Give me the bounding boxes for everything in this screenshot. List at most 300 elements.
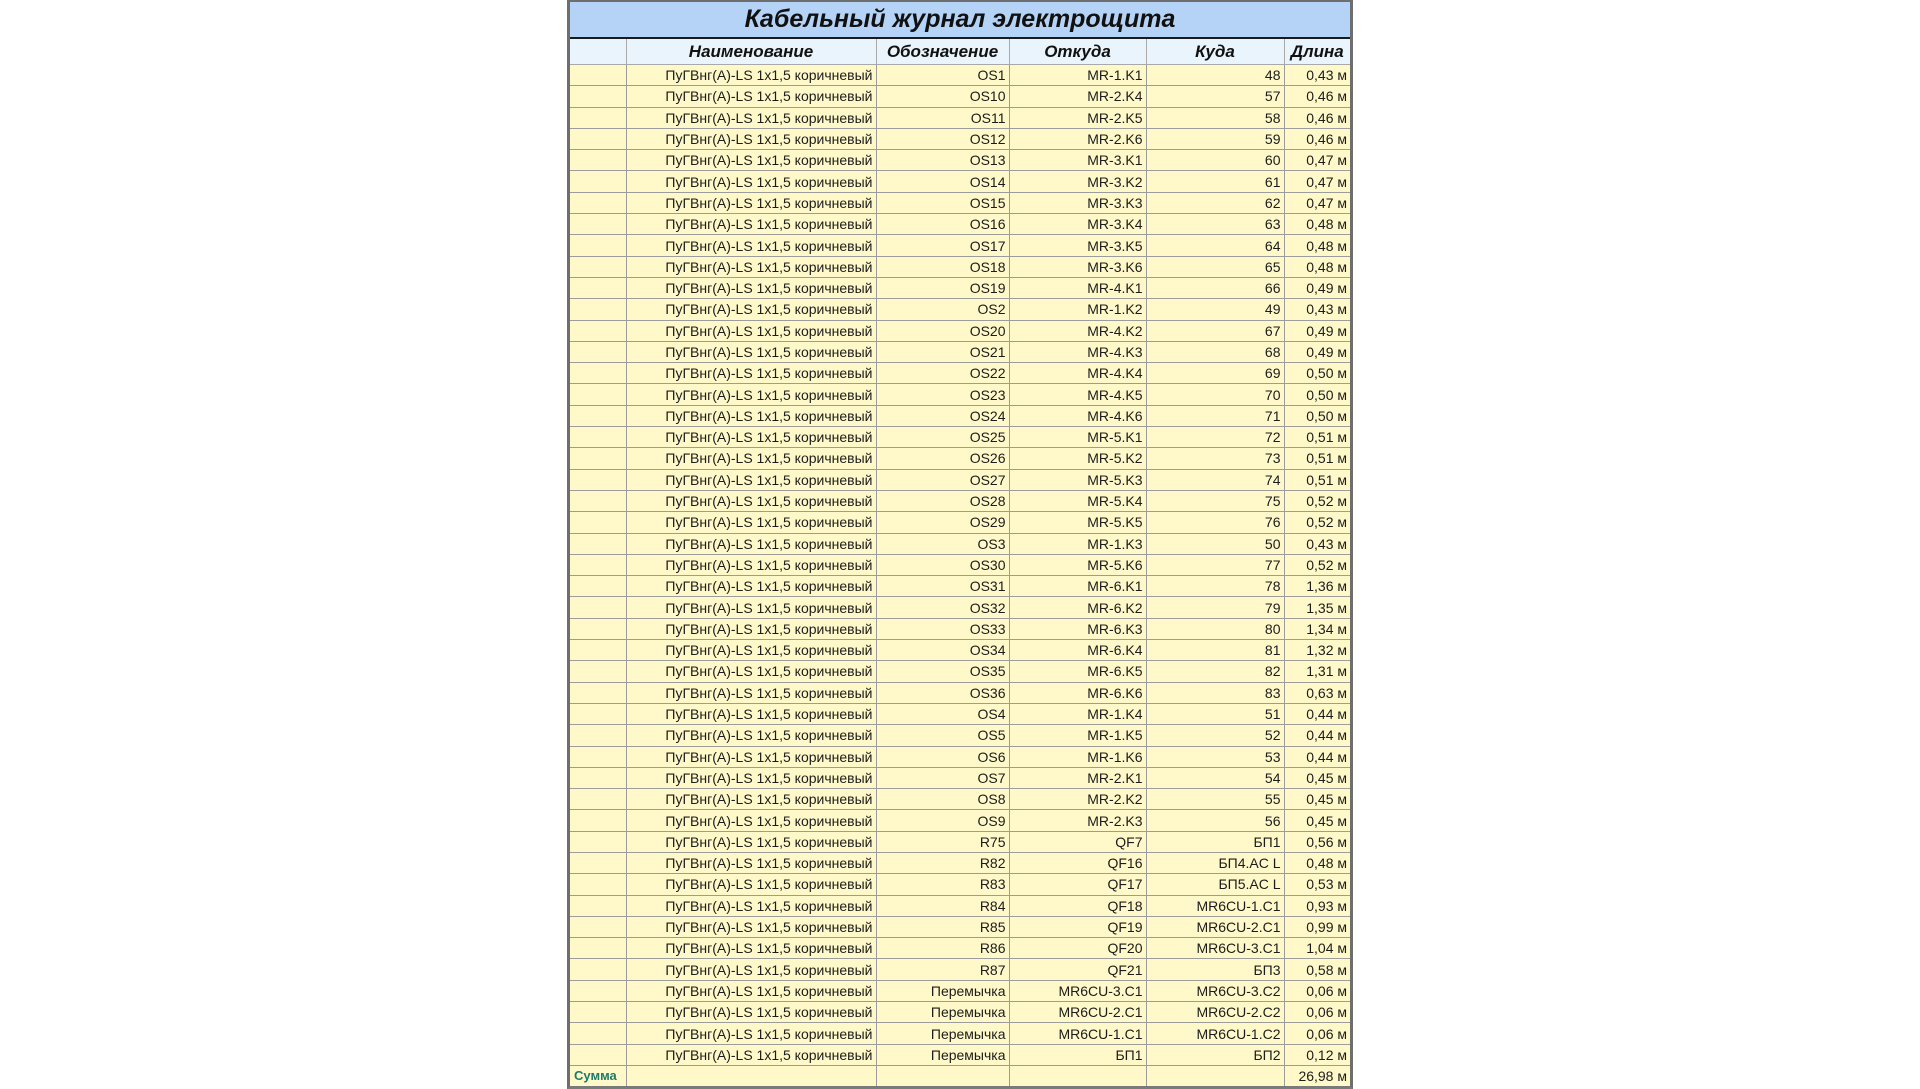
row-blank-cell[interactable] [570, 1044, 626, 1065]
cell-from[interactable]: MR-3.K6 [1009, 256, 1146, 277]
cell-designation[interactable]: OS7 [876, 767, 1009, 788]
cell-to[interactable]: 51 [1146, 703, 1284, 724]
row-blank-cell[interactable] [570, 128, 626, 149]
cell-from[interactable]: MR-4.K5 [1009, 384, 1146, 405]
row-blank-cell[interactable] [570, 469, 626, 490]
cell-to[interactable]: 64 [1146, 235, 1284, 256]
cell-length[interactable]: 0,50 м [1284, 405, 1350, 426]
table-row[interactable] [570, 277, 1350, 298]
cell-name[interactable]: ПуГВнг(А)-LS 1x1,5 коричневый [626, 277, 876, 298]
table-row[interactable] [570, 810, 1350, 831]
cell-designation[interactable]: OS8 [876, 789, 1009, 810]
cell-to[interactable]: MR6CU-1.C2 [1146, 1023, 1284, 1044]
table-row[interactable] [570, 1002, 1350, 1023]
table-row[interactable] [570, 65, 1350, 86]
table-row[interactable] [570, 831, 1350, 852]
cell-designation[interactable]: OS10 [876, 86, 1009, 107]
table-row[interactable] [570, 618, 1350, 639]
row-blank-cell[interactable] [570, 1023, 626, 1044]
table-row[interactable] [570, 576, 1350, 597]
cell-from[interactable]: MR-6.K6 [1009, 682, 1146, 703]
row-blank-cell[interactable] [570, 192, 626, 213]
cell-designation[interactable]: OS25 [876, 427, 1009, 448]
cell-to[interactable]: 50 [1146, 533, 1284, 554]
cell-designation[interactable]: R82 [876, 852, 1009, 873]
cell-name[interactable]: ПуГВнг(А)-LS 1x1,5 коричневый [626, 1023, 876, 1044]
cell-to[interactable]: 65 [1146, 256, 1284, 277]
cell-designation[interactable]: OS9 [876, 810, 1009, 831]
cell-to[interactable]: 70 [1146, 384, 1284, 405]
table-row[interactable] [570, 150, 1350, 171]
cell-length[interactable]: 0,50 м [1284, 384, 1350, 405]
row-blank-cell[interactable] [570, 256, 626, 277]
cell-to[interactable]: 76 [1146, 512, 1284, 533]
cell-from[interactable]: MR-5.K1 [1009, 427, 1146, 448]
row-blank-cell[interactable] [570, 299, 626, 320]
cell-from[interactable]: MR-1.K4 [1009, 703, 1146, 724]
cell-from[interactable]: MR-5.K3 [1009, 469, 1146, 490]
cell-designation[interactable]: OS5 [876, 725, 1009, 746]
table-row[interactable] [570, 448, 1350, 469]
cell-length[interactable]: 0,48 м [1284, 235, 1350, 256]
cell-from[interactable]: MR-5.K5 [1009, 512, 1146, 533]
cell-name[interactable]: ПуГВнг(А)-LS 1x1,5 коричневый [626, 214, 876, 235]
row-blank-cell[interactable] [570, 65, 626, 86]
table-row[interactable] [570, 384, 1350, 405]
cell-from[interactable]: MR-2.K1 [1009, 767, 1146, 788]
cell-length[interactable]: 0,51 м [1284, 469, 1350, 490]
cell-name[interactable]: ПуГВнг(А)-LS 1x1,5 коричневый [626, 661, 876, 682]
table-row[interactable] [570, 469, 1350, 490]
cell-to[interactable]: 66 [1146, 277, 1284, 298]
cell-to[interactable]: 82 [1146, 661, 1284, 682]
cell-name[interactable]: ПуГВнг(А)-LS 1x1,5 коричневый [626, 554, 876, 575]
cell-length[interactable]: 0,47 м [1284, 192, 1350, 213]
cell-to[interactable]: 61 [1146, 171, 1284, 192]
cell-name[interactable]: ПуГВнг(А)-LS 1x1,5 коричневый [626, 533, 876, 554]
cell-length[interactable]: 1,32 м [1284, 640, 1350, 661]
cell-from[interactable]: MR-6.K3 [1009, 618, 1146, 639]
row-blank-cell[interactable] [570, 810, 626, 831]
row-blank-cell[interactable] [570, 150, 626, 171]
row-blank-cell[interactable] [570, 682, 626, 703]
cell-length[interactable]: 0,45 м [1284, 767, 1350, 788]
cell-designation[interactable]: OS20 [876, 320, 1009, 341]
cell-name[interactable]: ПуГВнг(А)-LS 1x1,5 коричневый [626, 448, 876, 469]
cell-to[interactable]: 74 [1146, 469, 1284, 490]
cell-name[interactable]: ПуГВнг(А)-LS 1x1,5 коричневый [626, 959, 876, 980]
row-blank-cell[interactable] [570, 235, 626, 256]
cell-name[interactable]: ПуГВнг(А)-LS 1x1,5 коричневый [626, 831, 876, 852]
row-blank-cell[interactable] [570, 448, 626, 469]
cell-name[interactable]: ПуГВнг(А)-LS 1x1,5 коричневый [626, 405, 876, 426]
row-blank-cell[interactable] [570, 384, 626, 405]
cell-to[interactable]: БП1 [1146, 831, 1284, 852]
cell-designation[interactable]: Перемычка [876, 980, 1009, 1001]
cell-name[interactable]: ПуГВнг(А)-LS 1x1,5 коричневый [626, 192, 876, 213]
table-row[interactable] [570, 703, 1350, 724]
table-row[interactable] [570, 597, 1350, 618]
cell-length[interactable]: 0,48 м [1284, 214, 1350, 235]
cell-designation[interactable]: OS30 [876, 554, 1009, 575]
cell-from[interactable]: QF19 [1009, 916, 1146, 937]
row-blank-cell[interactable] [570, 363, 626, 384]
row-blank-cell[interactable] [570, 959, 626, 980]
cell-to[interactable]: MR6CU-3.C1 [1146, 938, 1284, 959]
row-blank-cell[interactable] [570, 661, 626, 682]
cell-name[interactable]: ПуГВнг(А)-LS 1x1,5 коричневый [626, 640, 876, 661]
cell-length[interactable]: 0,49 м [1284, 320, 1350, 341]
cell-length[interactable]: 0,49 м [1284, 341, 1350, 362]
table-row[interactable] [570, 512, 1350, 533]
cell-from[interactable]: MR-2.K4 [1009, 86, 1146, 107]
table-row[interactable] [570, 554, 1350, 575]
cell-name[interactable]: ПуГВнг(А)-LS 1x1,5 коричневый [626, 852, 876, 873]
row-blank-cell[interactable] [570, 1002, 626, 1023]
row-blank-cell[interactable] [570, 852, 626, 873]
cell-to[interactable]: 63 [1146, 214, 1284, 235]
cell-name[interactable]: ПуГВнг(А)-LS 1x1,5 коричневый [626, 299, 876, 320]
cell-from[interactable]: MR-2.K5 [1009, 107, 1146, 128]
table-row[interactable] [570, 405, 1350, 426]
table-row[interactable] [570, 767, 1350, 788]
cell-designation[interactable]: R83 [876, 874, 1009, 895]
cell-designation[interactable]: OS6 [876, 746, 1009, 767]
cell-from[interactable]: MR-1.K2 [1009, 299, 1146, 320]
cell-designation[interactable]: OS36 [876, 682, 1009, 703]
cell-to[interactable]: 49 [1146, 299, 1284, 320]
row-blank-cell[interactable] [570, 405, 626, 426]
cell-designation[interactable]: OS12 [876, 128, 1009, 149]
cell-length[interactable]: 0,56 м [1284, 831, 1350, 852]
cell-designation[interactable]: OS27 [876, 469, 1009, 490]
cell-length[interactable]: 0,06 м [1284, 1002, 1350, 1023]
cell-length[interactable]: 0,99 м [1284, 916, 1350, 937]
cell-name[interactable]: ПуГВнг(А)-LS 1x1,5 коричневый [626, 874, 876, 895]
cell-length[interactable]: 0,43 м [1284, 533, 1350, 554]
row-blank-cell[interactable] [570, 214, 626, 235]
table-row[interactable] [570, 661, 1350, 682]
cell-from[interactable]: БП1 [1009, 1044, 1146, 1065]
cell-length[interactable]: 0,47 м [1284, 150, 1350, 171]
table-row[interactable] [570, 192, 1350, 213]
cell-to[interactable]: 54 [1146, 767, 1284, 788]
cell-to[interactable]: БП4.AC L [1146, 852, 1284, 873]
row-blank-cell[interactable] [570, 277, 626, 298]
row-blank-cell[interactable] [570, 320, 626, 341]
row-blank-cell[interactable] [570, 490, 626, 511]
cell-length[interactable]: 1,04 м [1284, 938, 1350, 959]
cell-from[interactable]: MR-1.K6 [1009, 746, 1146, 767]
cell-to[interactable]: 83 [1146, 682, 1284, 703]
cell-to[interactable]: MR6CU-2.C2 [1146, 1002, 1284, 1023]
cell-length[interactable]: 0,46 м [1284, 107, 1350, 128]
cell-to[interactable]: 78 [1146, 576, 1284, 597]
cell-name[interactable]: ПуГВнг(А)-LS 1x1,5 коричневый [626, 703, 876, 724]
cell-length[interactable]: 0,48 м [1284, 852, 1350, 873]
table-row[interactable] [570, 916, 1350, 937]
row-blank-cell[interactable] [570, 895, 626, 916]
row-blank-cell[interactable] [570, 831, 626, 852]
cell-to[interactable]: 53 [1146, 746, 1284, 767]
cell-name[interactable]: ПуГВнг(А)-LS 1x1,5 коричневый [626, 597, 876, 618]
cell-name[interactable]: ПуГВнг(А)-LS 1x1,5 коричневый [626, 916, 876, 937]
cell-to[interactable]: 62 [1146, 192, 1284, 213]
cell-to[interactable]: 56 [1146, 810, 1284, 831]
cell-name[interactable]: ПуГВнг(А)-LS 1x1,5 коричневый [626, 235, 876, 256]
table-row[interactable] [570, 363, 1350, 384]
cell-length[interactable]: 1,34 м [1284, 618, 1350, 639]
cell-name[interactable]: ПуГВнг(А)-LS 1x1,5 коричневый [626, 980, 876, 1001]
cell-name[interactable]: ПуГВнг(А)-LS 1x1,5 коричневый [626, 895, 876, 916]
cell-name[interactable]: ПуГВнг(А)-LS 1x1,5 коричневый [626, 490, 876, 511]
table-row[interactable] [570, 427, 1350, 448]
row-blank-cell[interactable] [570, 703, 626, 724]
table-row[interactable] [570, 980, 1350, 1001]
table-row[interactable] [570, 959, 1350, 980]
cell-name[interactable]: ПуГВнг(А)-LS 1x1,5 коричневый [626, 618, 876, 639]
table-row[interactable] [570, 682, 1350, 703]
table-row[interactable] [570, 725, 1350, 746]
cell-name[interactable]: ПуГВнг(А)-LS 1x1,5 коричневый [626, 86, 876, 107]
cell-to[interactable]: 52 [1146, 725, 1284, 746]
table-row[interactable] [570, 852, 1350, 873]
table-row[interactable] [570, 299, 1350, 320]
cell-from[interactable]: MR-5.K2 [1009, 448, 1146, 469]
table-row[interactable] [570, 256, 1350, 277]
cell-from[interactable]: QF20 [1009, 938, 1146, 959]
cell-name[interactable]: ПуГВнг(А)-LS 1x1,5 коричневый [626, 1002, 876, 1023]
cell-designation[interactable]: OS19 [876, 277, 1009, 298]
cell-designation[interactable]: OS32 [876, 597, 1009, 618]
cell-designation[interactable]: OS24 [876, 405, 1009, 426]
cell-length[interactable]: 0,43 м [1284, 299, 1350, 320]
cell-from[interactable]: MR-4.K3 [1009, 341, 1146, 362]
cell-designation[interactable]: OS28 [876, 490, 1009, 511]
cell-designation[interactable]: R75 [876, 831, 1009, 852]
table-row[interactable] [570, 1044, 1350, 1065]
cell-name[interactable]: ПуГВнг(А)-LS 1x1,5 коричневый [626, 341, 876, 362]
table-row[interactable] [570, 86, 1350, 107]
row-blank-cell[interactable] [570, 576, 626, 597]
cell-length[interactable]: 0,44 м [1284, 746, 1350, 767]
cell-from[interactable]: QF7 [1009, 831, 1146, 852]
cell-designation[interactable]: OS4 [876, 703, 1009, 724]
cell-from[interactable]: MR6CU-3.C1 [1009, 980, 1146, 1001]
cell-length[interactable]: 0,46 м [1284, 128, 1350, 149]
cell-to[interactable]: 80 [1146, 618, 1284, 639]
cell-designation[interactable]: OS34 [876, 640, 1009, 661]
cell-name[interactable]: ПуГВнг(А)-LS 1x1,5 коричневый [626, 65, 876, 86]
cell-from[interactable]: QF16 [1009, 852, 1146, 873]
cell-name[interactable]: ПуГВнг(А)-LS 1x1,5 коричневый [626, 171, 876, 192]
cell-name[interactable]: ПуГВнг(А)-LS 1x1,5 коричневый [626, 938, 876, 959]
cell-designation[interactable]: OS35 [876, 661, 1009, 682]
table-row[interactable] [570, 171, 1350, 192]
cell-length[interactable]: 0,51 м [1284, 427, 1350, 448]
cell-designation[interactable]: OS33 [876, 618, 1009, 639]
cell-to[interactable]: 48 [1146, 65, 1284, 86]
cell-length[interactable]: 0,46 м [1284, 86, 1350, 107]
cell-from[interactable]: QF21 [1009, 959, 1146, 980]
cell-from[interactable]: MR-3.K4 [1009, 214, 1146, 235]
cell-designation[interactable]: OS26 [876, 448, 1009, 469]
table-row[interactable] [570, 320, 1350, 341]
cell-length[interactable]: 0,93 м [1284, 895, 1350, 916]
cell-name[interactable]: ПуГВнг(А)-LS 1x1,5 коричневый [626, 767, 876, 788]
row-blank-cell[interactable] [570, 640, 626, 661]
table-row[interactable] [570, 490, 1350, 511]
cell-name[interactable]: ПуГВнг(А)-LS 1x1,5 коричневый [626, 427, 876, 448]
cell-from[interactable]: MR-3.K5 [1009, 235, 1146, 256]
row-blank-cell[interactable] [570, 767, 626, 788]
cell-to[interactable]: 77 [1146, 554, 1284, 575]
row-blank-cell[interactable] [570, 874, 626, 895]
cell-from[interactable]: MR-1.K3 [1009, 533, 1146, 554]
cell-designation[interactable]: OS22 [876, 363, 1009, 384]
cell-designation[interactable]: OS15 [876, 192, 1009, 213]
cell-length[interactable]: 0,45 м [1284, 789, 1350, 810]
row-blank-cell[interactable] [570, 427, 626, 448]
cell-name[interactable]: ПуГВнг(А)-LS 1x1,5 коричневый [626, 746, 876, 767]
cell-from[interactable]: MR-4.K4 [1009, 363, 1146, 384]
cell-from[interactable]: QF18 [1009, 895, 1146, 916]
cell-designation[interactable]: OS14 [876, 171, 1009, 192]
row-blank-cell[interactable] [570, 533, 626, 554]
table-row[interactable] [570, 533, 1350, 554]
cell-designation[interactable]: OS2 [876, 299, 1009, 320]
cell-length[interactable]: 0,52 м [1284, 512, 1350, 533]
cell-length[interactable]: 0,63 м [1284, 682, 1350, 703]
cell-designation[interactable]: OS18 [876, 256, 1009, 277]
table-row[interactable] [570, 640, 1350, 661]
cell-from[interactable]: MR-3.K3 [1009, 192, 1146, 213]
cell-length[interactable]: 0,47 м [1284, 171, 1350, 192]
cell-from[interactable]: MR6CU-2.C1 [1009, 1002, 1146, 1023]
row-blank-cell[interactable] [570, 618, 626, 639]
cell-to[interactable]: 60 [1146, 150, 1284, 171]
cell-name[interactable]: ПуГВнг(А)-LS 1x1,5 коричневый [626, 150, 876, 171]
cell-from[interactable]: MR-4.K2 [1009, 320, 1146, 341]
cell-name[interactable]: ПуГВнг(А)-LS 1x1,5 коричневый [626, 363, 876, 384]
table-row[interactable] [570, 746, 1350, 767]
cell-to[interactable]: MR6CU-2.C1 [1146, 916, 1284, 937]
cell-length[interactable]: 0,48 м [1284, 256, 1350, 277]
cell-designation[interactable]: OS21 [876, 341, 1009, 362]
cell-from[interactable]: MR-2.K3 [1009, 810, 1146, 831]
cell-designation[interactable]: OS23 [876, 384, 1009, 405]
cell-length[interactable]: 0,50 м [1284, 363, 1350, 384]
cell-from[interactable]: MR-1.K1 [1009, 65, 1146, 86]
cell-from[interactable]: MR-5.K6 [1009, 554, 1146, 575]
cell-length[interactable]: 0,58 м [1284, 959, 1350, 980]
cell-designation[interactable]: R87 [876, 959, 1009, 980]
cell-name[interactable]: ПуГВнг(А)-LS 1x1,5 коричневый [626, 789, 876, 810]
cell-name[interactable]: ПуГВнг(А)-LS 1x1,5 коричневый [626, 512, 876, 533]
cell-name[interactable]: ПуГВнг(А)-LS 1x1,5 коричневый [626, 107, 876, 128]
cell-to[interactable]: БП2 [1146, 1044, 1284, 1065]
row-blank-cell[interactable] [570, 107, 626, 128]
cell-from[interactable]: MR-6.K4 [1009, 640, 1146, 661]
row-blank-cell[interactable] [570, 916, 626, 937]
row-blank-cell[interactable] [570, 597, 626, 618]
cell-to[interactable]: 57 [1146, 86, 1284, 107]
table-row[interactable] [570, 341, 1350, 362]
table-row[interactable] [570, 874, 1350, 895]
cell-to[interactable]: 75 [1146, 490, 1284, 511]
cell-from[interactable]: MR-6.K1 [1009, 576, 1146, 597]
table-row[interactable] [570, 789, 1350, 810]
row-blank-cell[interactable] [570, 789, 626, 810]
cell-from[interactable]: MR-3.K1 [1009, 150, 1146, 171]
cell-designation[interactable]: R85 [876, 916, 1009, 937]
cell-designation[interactable]: OS31 [876, 576, 1009, 597]
table-row[interactable] [570, 938, 1350, 959]
cell-length[interactable]: 0,53 м [1284, 874, 1350, 895]
cell-length[interactable]: 1,31 м [1284, 661, 1350, 682]
cell-to[interactable]: 79 [1146, 597, 1284, 618]
cell-length[interactable]: 0,44 м [1284, 725, 1350, 746]
cell-to[interactable]: 69 [1146, 363, 1284, 384]
cell-from[interactable]: MR-1.K5 [1009, 725, 1146, 746]
cell-length[interactable]: 0,45 м [1284, 810, 1350, 831]
cell-length[interactable]: 0,06 м [1284, 980, 1350, 1001]
cell-designation[interactable]: OS13 [876, 150, 1009, 171]
cell-name[interactable]: ПуГВнг(А)-LS 1x1,5 коричневый [626, 320, 876, 341]
cell-name[interactable]: ПуГВнг(А)-LS 1x1,5 коричневый [626, 469, 876, 490]
row-blank-cell[interactable] [570, 512, 626, 533]
cell-length[interactable]: 1,35 м [1284, 597, 1350, 618]
cell-length[interactable]: 0,49 м [1284, 277, 1350, 298]
cell-from[interactable]: QF17 [1009, 874, 1146, 895]
cell-to[interactable]: 73 [1146, 448, 1284, 469]
cell-to[interactable]: БП5.AC L [1146, 874, 1284, 895]
row-blank-cell[interactable] [570, 171, 626, 192]
cell-name[interactable]: ПуГВнг(А)-LS 1x1,5 коричневый [626, 810, 876, 831]
cell-designation[interactable]: Перемычка [876, 1002, 1009, 1023]
cell-to[interactable]: 71 [1146, 405, 1284, 426]
cell-to[interactable]: 55 [1146, 789, 1284, 810]
cell-from[interactable]: MR6CU-1.C1 [1009, 1023, 1146, 1044]
cell-to[interactable]: 81 [1146, 640, 1284, 661]
cell-designation[interactable]: OS17 [876, 235, 1009, 256]
row-blank-cell[interactable] [570, 554, 626, 575]
cell-name[interactable]: ПуГВнг(А)-LS 1x1,5 коричневый [626, 1044, 876, 1065]
cell-from[interactable]: MR-6.K2 [1009, 597, 1146, 618]
cell-to[interactable]: MR6CU-3.C2 [1146, 980, 1284, 1001]
cell-length[interactable]: 0,12 м [1284, 1044, 1350, 1065]
cell-designation[interactable]: OS29 [876, 512, 1009, 533]
cell-name[interactable]: ПуГВнг(А)-LS 1x1,5 коричневый [626, 384, 876, 405]
cell-length[interactable]: 0,52 м [1284, 490, 1350, 511]
table-row[interactable] [570, 128, 1350, 149]
cell-name[interactable]: ПуГВнг(А)-LS 1x1,5 коричневый [626, 682, 876, 703]
row-blank-cell[interactable] [570, 746, 626, 767]
cell-designation[interactable]: OS11 [876, 107, 1009, 128]
cell-designation[interactable]: OS1 [876, 65, 1009, 86]
row-blank-cell[interactable] [570, 938, 626, 959]
cell-from[interactable]: MR-4.K1 [1009, 277, 1146, 298]
cell-designation[interactable]: Перемычка [876, 1023, 1009, 1044]
cell-length[interactable]: 0,51 м [1284, 448, 1350, 469]
row-blank-cell[interactable] [570, 980, 626, 1001]
row-blank-cell[interactable] [570, 86, 626, 107]
cell-to[interactable]: БП3 [1146, 959, 1284, 980]
table-row[interactable] [570, 235, 1350, 256]
cell-designation[interactable]: R84 [876, 895, 1009, 916]
cell-length[interactable]: 0,06 м [1284, 1023, 1350, 1044]
cell-name[interactable]: ПуГВнг(А)-LS 1x1,5 коричневый [626, 128, 876, 149]
